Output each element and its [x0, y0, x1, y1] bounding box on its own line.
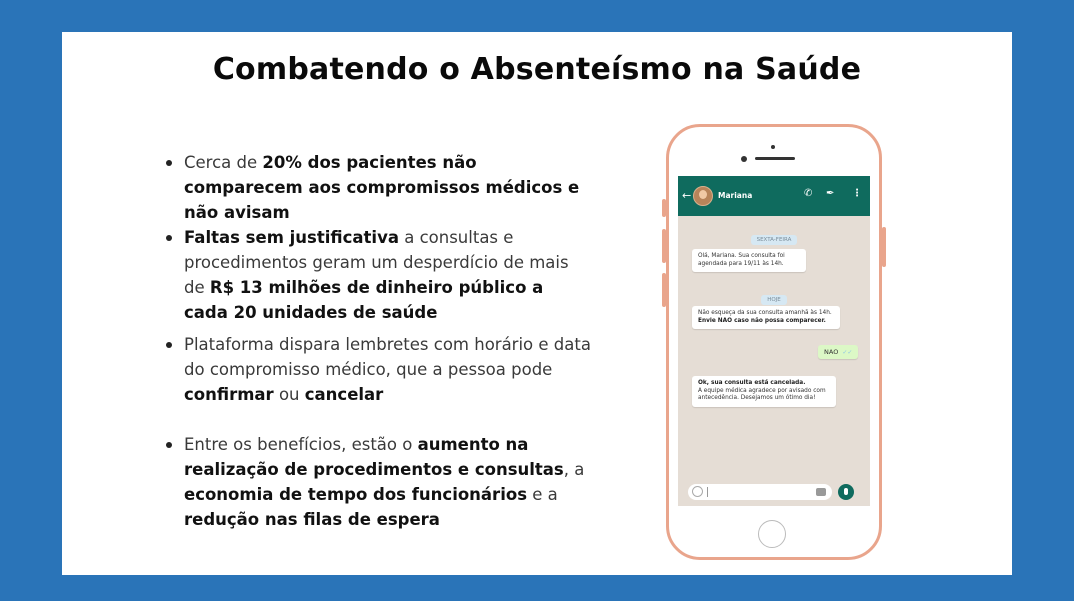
phone-screen	[678, 176, 870, 506]
chat-header	[678, 176, 870, 216]
chat-message-outgoing	[818, 345, 858, 359]
message-text-bold: Ok, sua consulta está cancelada.	[698, 380, 806, 386]
paperclip-icon[interactable]: ✒	[826, 188, 835, 199]
more-menu-icon[interactable]: ⋮	[852, 188, 862, 199]
day-divider	[678, 226, 870, 245]
message-input[interactable]	[688, 484, 832, 500]
page-title: Combatendo o Absenteísmo na Saúde	[212, 52, 862, 87]
phone-sensor	[771, 145, 775, 149]
phone-speaker	[755, 157, 795, 160]
bullet-text-bold: redução nas filas de espera	[184, 510, 440, 529]
phone-call-icon[interactable]: ✆	[804, 188, 813, 199]
day-label: HOJE	[761, 295, 787, 305]
bullet-text-bold: economia de tempo dos funcionários	[184, 485, 528, 504]
microphone-icon[interactable]	[838, 484, 854, 500]
bullet-item	[162, 225, 592, 325]
bullet-text-bold: 20% dos pacientes não comparecem aos compromissos médicos e não avisam	[184, 153, 580, 222]
bullet-text-bold: Faltas sem justificativa	[184, 228, 399, 247]
bullet-text: , a	[563, 460, 585, 479]
bullet-text: e a	[527, 485, 558, 504]
home-button[interactable]	[758, 520, 786, 548]
chat-message-incoming	[692, 306, 840, 329]
chat-message-incoming: Olá, Mariana. Sua consulta foi agendada para 19/11 às 14h.	[692, 249, 806, 272]
bullet-text-bold: cancelar	[304, 385, 384, 404]
message-text-bold: Envie NAO caso não possa comparecer.	[698, 317, 826, 324]
message-text: A equipe médica agradece por avisado com antecedência. Desejamos um ótimo dia!	[698, 387, 826, 401]
bullet-text-bold: confirmar	[184, 385, 274, 404]
reply-text: NAO	[824, 348, 839, 356]
phone-illustration	[666, 124, 882, 560]
bullet-item	[162, 150, 592, 225]
emoji-icon[interactable]	[692, 486, 703, 497]
day-divider	[678, 286, 870, 305]
camera-icon[interactable]	[816, 488, 826, 496]
text-cursor	[707, 487, 708, 497]
bullet-text: Cerca de	[184, 153, 263, 172]
bullet-text: a consultas e procedimentos geram um desperdício de mais de	[184, 228, 569, 297]
phone-side-button	[662, 273, 666, 307]
back-arrow-icon[interactable]: ←	[682, 189, 692, 202]
chat-message-incoming	[692, 376, 836, 407]
bullet-text-bold: R$ 13 milhões de dinheiro público a cada 20 unidades de saúde	[184, 278, 544, 322]
bullet-text-bold: aumento na realização de procedimentos e consultas	[184, 435, 564, 479]
contact-name: Mariana	[718, 191, 753, 200]
bullet-item	[162, 332, 592, 407]
bullet-item	[162, 432, 592, 532]
phone-camera	[741, 156, 747, 162]
day-label: SEXTA-FEIRA	[751, 235, 798, 245]
message-text: Não esqueça da sua consulta amanhã às 14h.	[698, 310, 832, 316]
phone-side-button	[662, 229, 666, 263]
phone-side-button	[882, 227, 886, 267]
bullet-text: Entre os benefícios, estão o	[184, 435, 418, 454]
avatar	[693, 186, 713, 206]
bullet-text: ou	[273, 385, 305, 404]
read-check-icon: ✓✓	[842, 349, 853, 356]
phone-side-button	[662, 199, 666, 217]
bullet-text: Plataforma dispara lembretes com horário e data do compromisso médico, que a pessoa pode	[184, 335, 591, 379]
slide	[62, 32, 1012, 575]
